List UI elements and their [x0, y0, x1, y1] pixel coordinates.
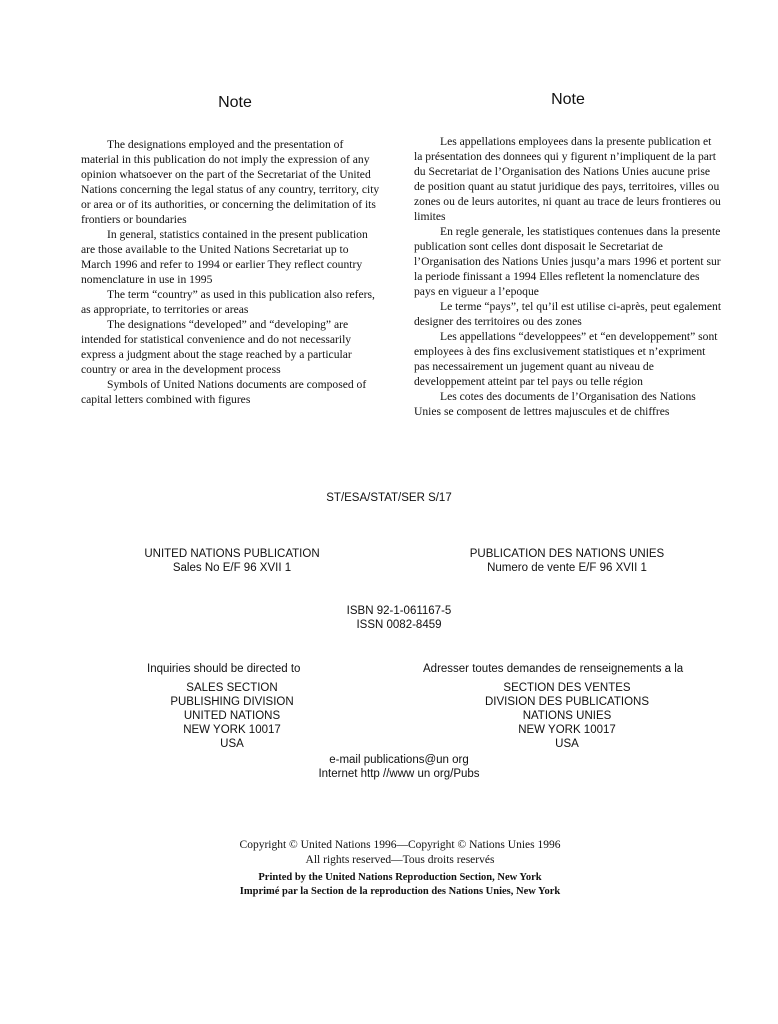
identifiers — [299, 604, 499, 632]
issn: ISSN 0082-8459 — [356, 619, 442, 631]
address-line: PUBLISHING DIVISION — [170, 696, 294, 708]
address-line: UNITED NATIONS — [183, 710, 281, 722]
printer-french: Imprimé par la Section de la reproduction des Nations Unies, New York — [239, 886, 561, 897]
address-line: USA — [555, 738, 579, 750]
sales-address-french — [454, 681, 680, 751]
email-address: e-mail publications@un org — [329, 754, 469, 766]
french-paragraph: Les appellations employees dans la presente publication et la présentation des donnees qui y figurent n’impliquent de la part du Secretariat de l’Organisation des Nations Unies aucune prise de position quant au statut juridique des pays, territoires, villes ou zones ou de leurs autorites, ni quant au trace de leurs frontieres ou limites — [414, 135, 721, 223]
note-heading-english: Note — [218, 94, 252, 111]
address-line: SALES SECTION — [186, 682, 278, 694]
publication-title-french: PUBLICATION DES NATIONS UNIES — [469, 548, 665, 560]
address-line: NEW YORK 10017 — [518, 724, 616, 736]
publication-french — [437, 547, 697, 575]
english-paragraph: Symbols of United Nations documents are composed of capital letters combined with figures — [81, 378, 367, 406]
rights-notice: All rights reserved—Tous droits reservés — [305, 854, 495, 866]
english-notes — [81, 137, 381, 407]
copyright-block — [180, 838, 620, 868]
french-paragraph: En regle generale, les statistiques contenues dans la presente publication sont celles dont disposait le Secretariat de l’Organisation des Nations Unies jusqu’a mars 1996 et portent sur la periode finissant a 1994 Elles refletent la nomenclature des pays en vigueur a l’epoque — [414, 225, 721, 298]
address-line: USA — [220, 738, 244, 750]
address-line: NEW YORK 10017 — [183, 724, 281, 736]
printer-english: Printed by the United Nations Reproduction Section, New York — [258, 872, 542, 883]
address-line: NATIONS UNIES — [522, 710, 612, 722]
sales-address-english — [132, 681, 332, 751]
french-paragraph: Le terme “pays”, tel qu’il est utilise ci-après, peut egalement designer des territoires ou des zones — [414, 300, 722, 328]
internet-address: Internet http //www un org/Pubs — [318, 768, 480, 780]
document-symbol: ST/ESA/STAT/SER S/17 — [326, 492, 452, 504]
sales-number-english: Sales No E/F 96 XVII 1 — [172, 562, 292, 574]
english-paragraph: The term “country” as used in this publication also refers, as appropriate, to territories or areas — [81, 288, 375, 316]
french-paragraph: Les cotes des documents de l’Organisation des Nations Unies se composent de lettres majuscules et de chiffres — [414, 390, 696, 418]
printer-block — [180, 871, 620, 899]
publication-title-english: UNITED NATIONS PUBLICATION — [144, 548, 320, 560]
isbn: ISBN 92-1-061167-5 — [346, 605, 452, 617]
inquiries-intro-french: Adresser toutes demandes de renseignements a la — [423, 663, 684, 675]
french-paragraph: Les appellations “developpees” et “en developpement” sont employees à des fins exclusivement statistiques et n’expriment pas necessairement un jugement quant au niveau de developpement atteint par tel pays ou telle région — [414, 330, 718, 388]
english-paragraph: The designations employed and the presentation of material in this publication do not imply the expression of any opinion whatsoever on the part of the Secretariat of the United Nations concerning the legal status of any country, territory, city or area or of its authorities, or concerning the delimitation of its frontiers or boundaries — [81, 138, 380, 226]
english-paragraph: In general, statistics contained in the present publication are those available to the United Nations Secretariat up to March 1996 and refer to 1994 or earlier They reflect country nomenclature in use in 1995 — [81, 228, 368, 286]
french-notes — [414, 134, 722, 419]
contact — [279, 753, 519, 781]
address-line: SECTION DES VENTES — [503, 682, 631, 694]
english-paragraph: The designations “developed” and “developing” are intended for statistical convenience and do not necessarily express a judgment about the stage reached by a particular country or area in the development process — [81, 318, 352, 376]
inquiries-intro-english: Inquiries should be directed to — [147, 663, 301, 675]
sales-number-french: Numero de vente E/F 96 XVII 1 — [487, 562, 647, 574]
address-line: DIVISION DES PUBLICATIONS — [484, 696, 649, 708]
note-heading-french: Note — [551, 91, 585, 108]
publication-english — [112, 547, 352, 575]
copyright-notice: Copyright © United Nations 1996—Copyright © Nations Unies 1996 — [239, 839, 561, 851]
